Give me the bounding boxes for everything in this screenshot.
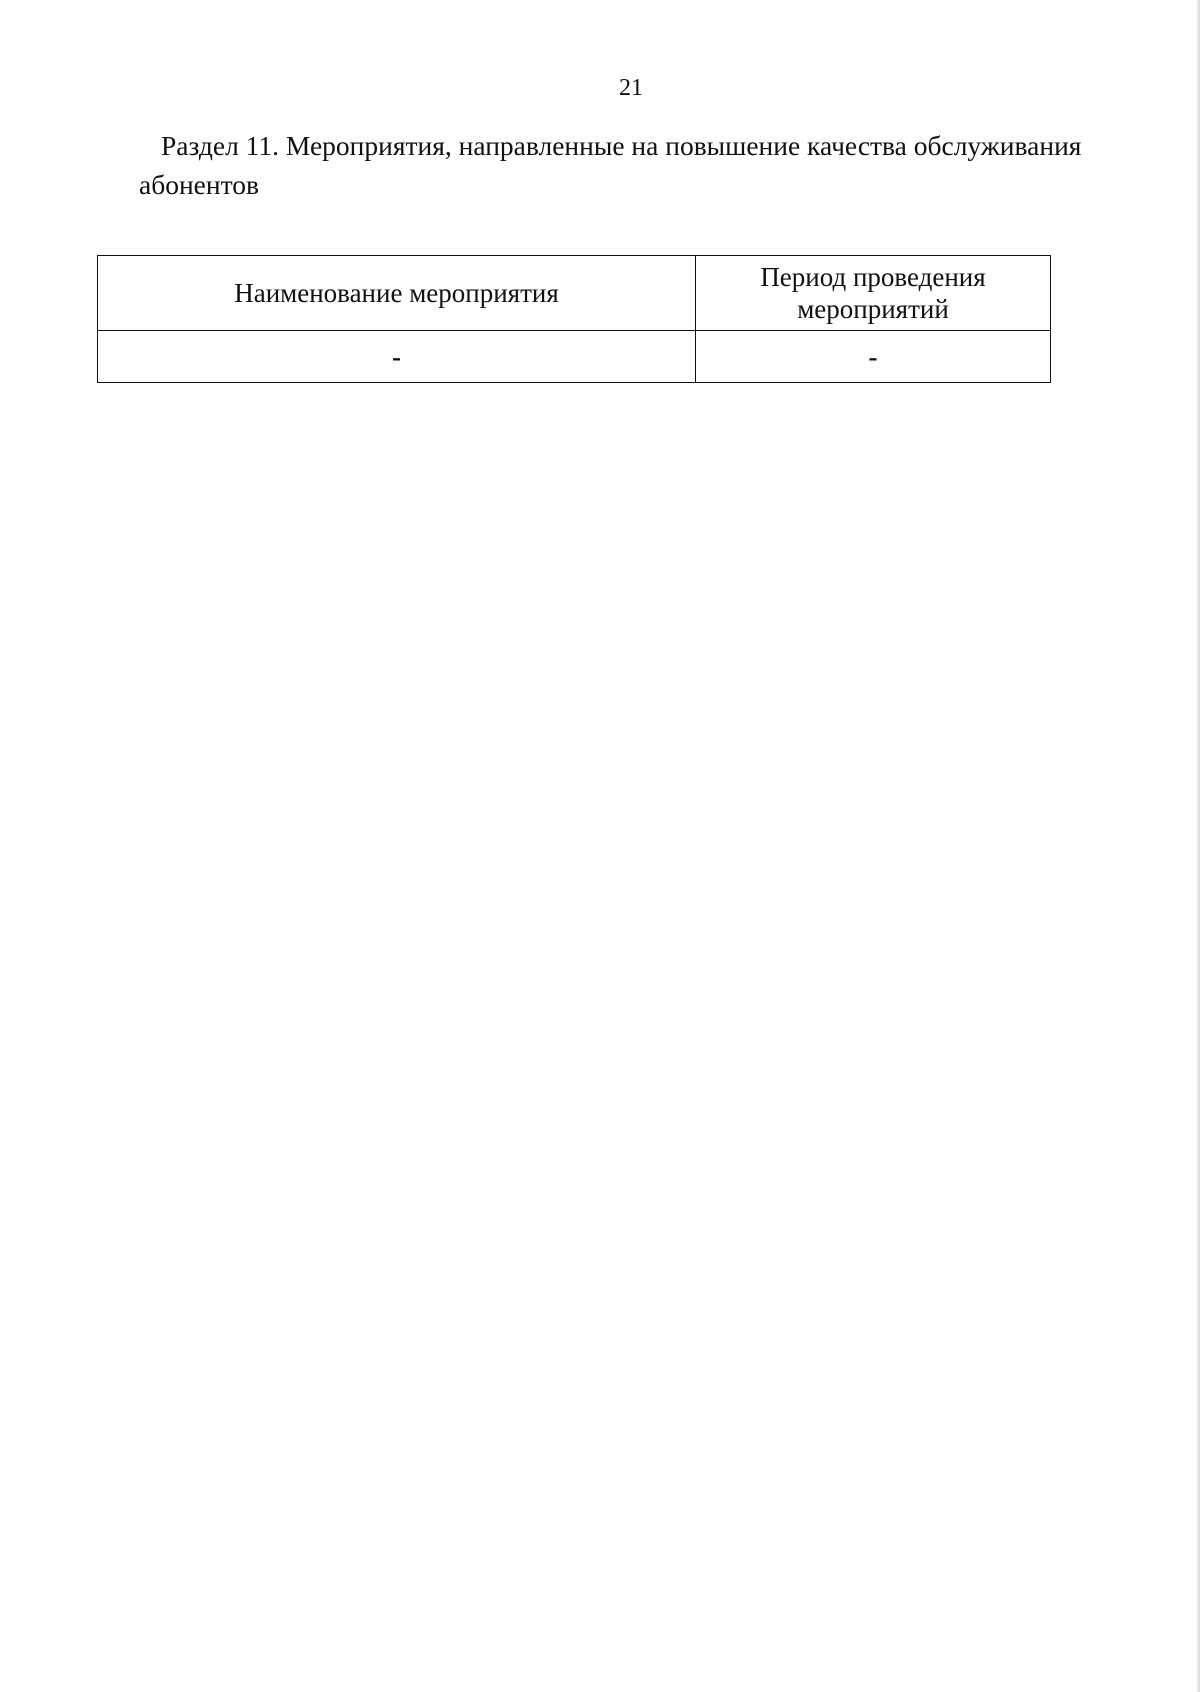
event-period-column-header: Период проведения мероприятий bbox=[696, 256, 1051, 331]
page-number: 21 bbox=[619, 75, 643, 101]
event-period-cell: - bbox=[696, 331, 1051, 383]
events-table bbox=[97, 255, 1051, 383]
event-name-column-header: Наименование мероприятия bbox=[98, 256, 696, 331]
event-name-cell: - bbox=[98, 331, 696, 383]
section-title: Раздел 11. Мероприятия, направленные на повышение качества обслуживания абонентов bbox=[139, 130, 1082, 200]
table-header bbox=[98, 256, 1051, 331]
table-row bbox=[98, 331, 1051, 383]
table-body bbox=[98, 331, 1051, 383]
table-header-row bbox=[98, 256, 1051, 331]
